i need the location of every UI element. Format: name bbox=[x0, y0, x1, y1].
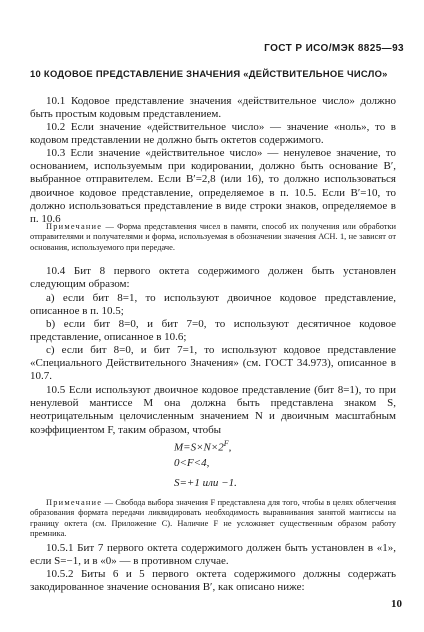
formula-mantissa-end: , bbox=[228, 441, 232, 454]
formula-mantissa-text: M=S×N×2 bbox=[174, 441, 224, 454]
section-title: 10 КОДОВОЕ ПРЕДСТАВЛЕНИЕ ЗНАЧЕНИЯ «ДЕЙСТВИТЕЛЬНОЕ ЧИСЛО» bbox=[30, 68, 388, 79]
page-number: 10 bbox=[391, 598, 402, 610]
note-2-label: Примечание bbox=[46, 498, 103, 507]
list-item-c: с) если бит 8=0, и бит 7=1, то используют кодовое представление «Специального Действительного Значения» (см. ГОСТ 34.973), описанное в 10.7. bbox=[30, 344, 396, 383]
formula-mantissa bbox=[174, 439, 231, 454]
note-1 bbox=[30, 222, 396, 253]
paragraph-10-4: 10.4 Бит 8 первого октета содержимого должен быть установлен следующим образом: bbox=[30, 265, 396, 291]
paragraph-10-5-2: 10.5.2 Биты 6 и 5 первого октета содержимого должны содержать закодированное значение основания B′, как описано ниже: bbox=[30, 568, 396, 594]
formula-sign: S=+1 или −1. bbox=[174, 477, 237, 489]
paragraph-10-5-1: 10.5.1 Бит 7 первого октета содержимого должен быть установлен в «1», если S=−1, и в «0» — в противном случае. bbox=[30, 542, 396, 568]
list-item-b: b) если бит 8=0, и бит 7=0, то используют десятичное кодовое представление, описанное в 10.6; bbox=[30, 318, 396, 344]
note-1-text: — Форма представления чисел в памяти, способ их получения или обработки отправителями и получателями и форма, используемая в обозначении значения АСН. 1, не зависят от основания, используемого при передаче. bbox=[30, 222, 396, 252]
paragraph-10-1: 10.1 Кодовое представление значения «действительное число» должно быть простым кодовым представлением. bbox=[30, 95, 396, 121]
note-2-text: — Свобода выбора значения F представлена для того, чтобы в целях облегчения образования формата передачи ликвидировать необходимость выравнивания занятой мантиссы на границу октета (см. Приложение С). Наличие F не усложняет существенным образом работу премника. bbox=[30, 498, 396, 539]
standard-header: ГОСТ Р ИСО/МЭК 8825—93 bbox=[264, 43, 404, 54]
note-1-label: Примечание bbox=[46, 222, 103, 231]
paragraph-10-5: 10.5 Если используют двоичное кодовое представление (бит 8=1), то при ненулевой мантиссе M она должна быть представлена знаком S, неотрицательным целочисленным значением N и двоичным масштабным коэффициентом F, таким образом, чтобы bbox=[30, 384, 396, 436]
paragraph-10-3: 10.3 Если значение «действительное число» — ненулевое значение, то основанием, используемым при кодировании, должно быть основание B′, выбранное отправителем. Если B′=2,8 (или 16), то должно использоваться двоичное кодовое представление, определяемое в п. 10.5. Если B′=10, то должно использоваться представление в виде строки знаков, определяемое в п. 10.6 bbox=[30, 147, 396, 226]
formula-range: 0<F<4, bbox=[174, 457, 210, 469]
formula-mantissa-exponent: F bbox=[223, 439, 229, 448]
list-item-a: а) если бит 8=1, то используют двоичное кодовое представление, описанное в п. 10.5; bbox=[30, 292, 396, 318]
paragraph-10-2: 10.2 Если значение «действительное число» — значение «ноль», то в кодовом представлении не должно быть октетов содержимого. bbox=[30, 121, 396, 147]
note-2 bbox=[30, 498, 396, 540]
